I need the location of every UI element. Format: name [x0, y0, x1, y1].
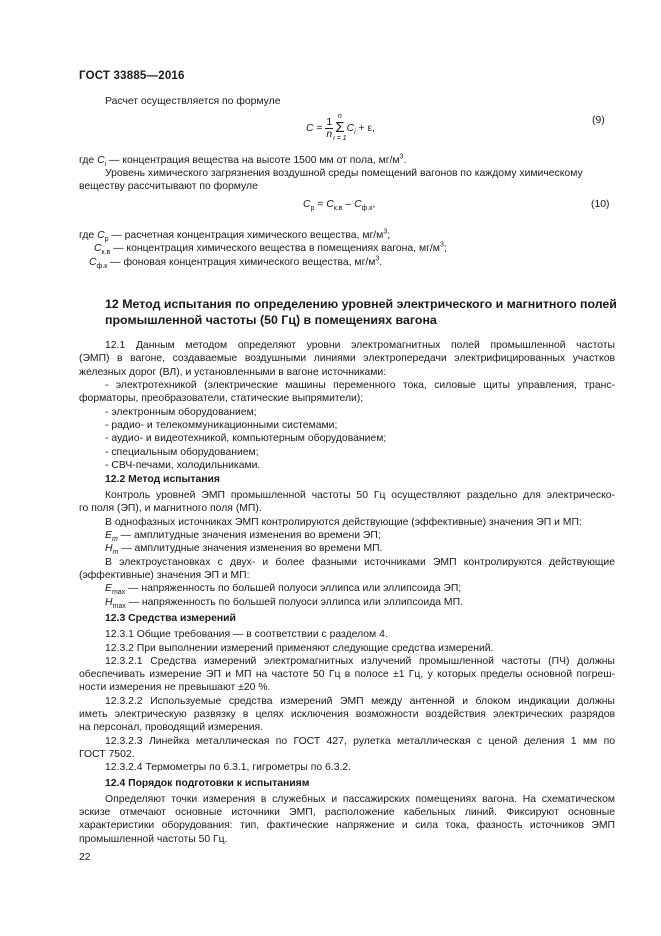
definition-text: — напряженность по большей полуоси эллипса или эллипсоида ЭП; [125, 583, 462, 594]
p12323-line-1: 12.3.2.3 Линейка металлическая по ГОСТ 427, рулетка металлическая с ценой деления 1 мм по [105, 736, 615, 747]
section-12-heading: 12 Метод испытания по определению уровней электрического и магнитного полей промышленной частоты (50 Гц) в помещениях вагона [105, 297, 617, 327]
pollution-line-1: Уровень химического загрязнения воздушной среды помещений вагонов по каждому химическому [105, 168, 583, 179]
pollution-line-2: веществу рассчитывают по формуле [79, 181, 258, 192]
definition-cfk [89, 256, 382, 269]
formula-9-tail: + ε, [355, 122, 376, 134]
subsection-122-heading: 12.2 Метод испытания [105, 474, 220, 485]
p122-line-6: В электроустановках с двух- и более фазными источниками ЭМП контролируются действующие [105, 557, 615, 568]
formula-10-cp: C [303, 199, 311, 210]
symbol-sub: ф.к [96, 263, 108, 271]
symbol-sub: к.в [101, 249, 111, 257]
formula-9-eq: = [313, 122, 326, 134]
p124-line-1: Определяют точки измерения в служебных и пассажирских помещениях вагона. На схематическом [105, 794, 615, 805]
formula-9-fraction [325, 117, 333, 140]
p121-line-1: 12.1 Данным методом определяют уровни электромагнитных полей промышленной частоты [105, 340, 615, 351]
symbol-h: H [105, 543, 113, 554]
where-ci-text: — концентрация вещества на высоте 1500 мм от пола, мг/м [106, 155, 400, 166]
symbol-c: C [97, 155, 105, 166]
em-definition [105, 529, 381, 542]
symbol-c-sub: i [104, 161, 107, 169]
formula-9 [306, 113, 375, 143]
where-ci-end: . [403, 155, 407, 166]
p122-line-1: Контроль уровней ЭМП промышленной частоты 50 Гц осуществляют раздельно для электрическо- [105, 490, 615, 501]
definition-end: . [379, 257, 383, 268]
p12321-line-1: 12.3.2.1 Средства измерений электромагнитных излучений промышленной частоты (ПЧ) должны [105, 656, 615, 667]
p12322-line-2: иметь электрическую развязку в целях исключения возможности воздействия электрических разрядов [79, 709, 615, 720]
list-item: - аудио- и видеотехникой, компьютерным оборудованием; [105, 433, 387, 444]
list-item: - СВЧ-печами, холодильниками. [105, 460, 261, 471]
subsection-124-heading: 12.4 Порядок подготовки к испытаниям [105, 778, 310, 789]
list-item: - электронным оборудованием; [105, 407, 257, 418]
definition-text: — расчетная концентрация химического вещества, мг/м [108, 230, 384, 241]
formula-9-sum [333, 113, 346, 143]
hm-definition [105, 542, 382, 555]
definition-cp [79, 229, 390, 242]
p124-line-3: характеристики оборудования: тип, фактические напряжение и сила тока, фазность источников ЭМП [79, 820, 615, 831]
symbol-sub: m [112, 549, 119, 557]
p122-line-3: В однофазных источниках ЭМП контролируются действующие (эффективные) значения ЭП и МП: [105, 517, 582, 528]
formula-10-cp-sub: р [310, 205, 315, 213]
symbol-c: C [89, 257, 97, 268]
symbol-sub: max [111, 589, 126, 597]
formula-10 [303, 199, 376, 213]
unit-sup: 3 [399, 153, 404, 161]
definition-end: ; [387, 230, 391, 241]
calc-intro-line: Расчет осуществляется по формуле [105, 96, 281, 107]
definition-text: — напряженность по большей полуоси эллипса или эллипсоида МП. [125, 597, 463, 608]
p12321-line-3: ности измерения не превышают ±20 %. [79, 682, 271, 693]
subsection-123-heading: 12.3 Средства измерений [105, 613, 236, 624]
unit-sup: 3 [375, 255, 380, 263]
definition-end: ; [443, 243, 447, 254]
p12322-line-1: 12.3.2.2 Используемые средства измерений ЭМП между антенной и блоком индикации должны [105, 696, 615, 707]
p1231: 12.3.1 Общие требования — в соответствии с разделом 4. [105, 629, 388, 640]
formula-10-minus: – [342, 199, 355, 210]
p124-line-4: промышленной частоты 50 Гц. [79, 834, 228, 845]
p121-line-2: (ЭМП) в вагоне, создаваемые воздушными линиями электропередачи электрифицированных участков [79, 353, 615, 364]
sum-symbol: Σ [335, 119, 345, 136]
formula-10-end: , [372, 199, 376, 210]
p124-line-2: эскизе отмечают основные источники ЭМП, расположение кабельных линий. Фиксируют основные [79, 807, 615, 818]
p12323-line-2: ГОСТ 7502. [79, 749, 135, 760]
definition-text: — амплитудные значения изменения во времени ЭП; [117, 530, 381, 541]
formula-9-sum-bottom: i = 1 [333, 135, 347, 142]
p122-line-2: го поля (ЭП), и магнитного поля (МП). [79, 503, 262, 514]
formula-9-c: C [306, 122, 314, 134]
list-item-cont: форматоры, преобразователи, статические выпрямители); [79, 393, 364, 404]
hmax-definition [105, 596, 463, 609]
formula-10-cfk-sub: ф.к [361, 205, 373, 213]
p12324: 12.3.2.4 Термометры по 6.3.1, гигрометры по 6.3.2. [105, 762, 352, 773]
formula-9-numerator: 1 [326, 116, 333, 128]
symbol-sub: max [112, 603, 126, 611]
symbol-sub: m [111, 536, 118, 544]
definition-text: — фоновая концентрация химического вещества, мг/м [107, 257, 376, 268]
p121-line-3: железных дорог (ВЛ), и установленными в вагоне источниками: [79, 367, 387, 378]
formula-10-ckv-sub: к.в [333, 205, 343, 213]
p122-line-7: (эффективные) значения ЭП и МП: [79, 570, 250, 581]
formula-9-denominator: n [326, 128, 333, 140]
symbol-e: E [105, 583, 112, 594]
where-ci-line [79, 154, 406, 167]
where-word: где [79, 230, 98, 241]
list-item: - специальным оборудованием; [105, 447, 259, 458]
formula-10-eq: = [314, 199, 327, 210]
standard-header: ГОСТ 33885—2016 [79, 70, 185, 82]
equation-number-9: (9) [592, 115, 605, 126]
equation-number-10: (10) [591, 199, 610, 210]
p12321-line-2: обеспечивать измерение ЭП и МП на частоте 50 Гц в полосе ±1 Гц, у которых пределы основной погреш- [79, 669, 615, 680]
definition-ckv [94, 242, 447, 255]
symbol-c: C [94, 243, 102, 254]
symbol-c: C [97, 230, 105, 241]
p12322-line-3: на персонал, проводящий измерения. [79, 722, 264, 733]
unit-sup: 3 [383, 228, 388, 236]
emax-definition [105, 582, 461, 595]
formula-10-ckv: C [326, 199, 334, 210]
formula-9-sum-top: n [337, 113, 342, 120]
unit-sup: 3 [439, 241, 444, 249]
symbol-e: E [105, 530, 112, 541]
where-word: где [79, 155, 98, 166]
symbol-h: H [105, 597, 113, 608]
definition-text: — амплитудные значения изменения во времени МП. [118, 543, 383, 554]
formula-9-ci: C [346, 122, 355, 134]
formula-10-cfk: C [354, 199, 362, 210]
list-item: - электротехникой (электрические машины переменного тока, силовые щиты управления, транс- [105, 380, 615, 391]
symbol-sub: р [104, 236, 109, 244]
formula-9-ci-sub: i [354, 128, 356, 136]
page-number: 22 [79, 852, 91, 863]
p1232: 12.3.2 При выполнении измерений применяют следующие средства измерений. [105, 643, 494, 654]
list-item: - радио- и телекоммуникационными системами; [105, 420, 338, 431]
definition-text: — концентрация химического вещества в помещениях вагона, мг/м [110, 243, 440, 254]
